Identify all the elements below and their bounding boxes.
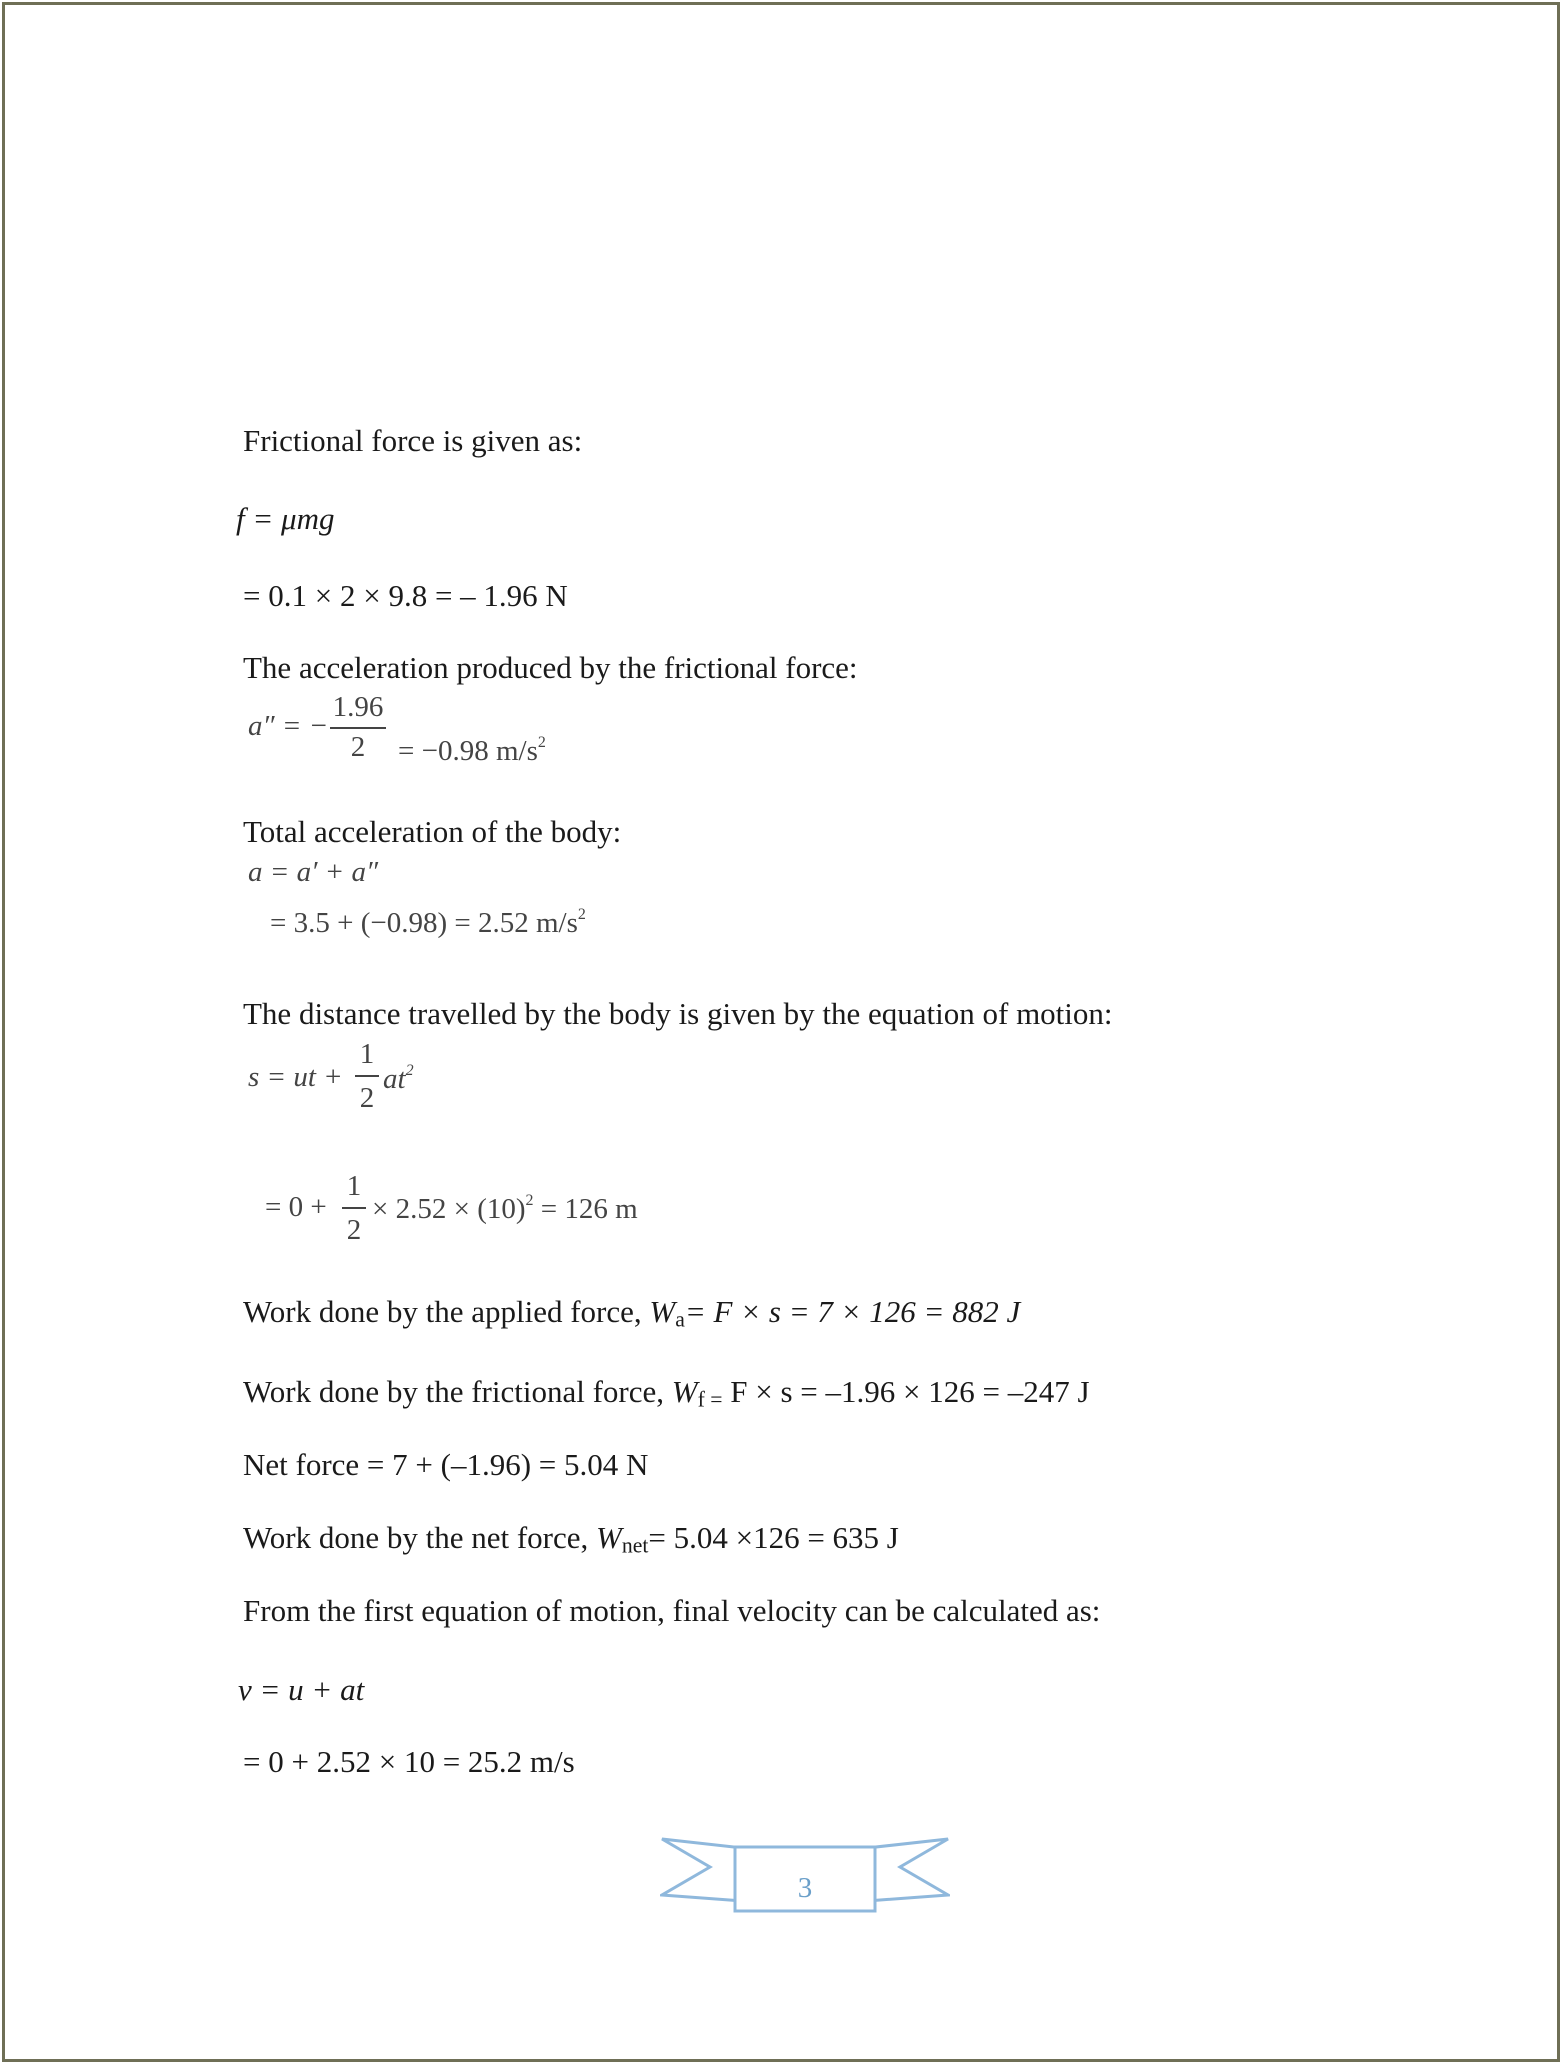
page-border (2, 2, 1560, 2062)
a-value-text: = 3.5 + (−0.98) = 2.52 m/s (270, 906, 578, 939)
work-friction-prefix: Work done by the frictional force, (243, 1374, 672, 1409)
s2-tail: = 126 m (533, 1192, 638, 1225)
a2-result-text: = −0.98 m/s (398, 734, 538, 767)
s-rhs-text: at (383, 1062, 406, 1095)
a2-lhs: a″ = − (248, 710, 329, 742)
work-friction-sub: f = (697, 1387, 723, 1412)
s-fraction-bar (355, 1075, 379, 1077)
s2-fraction-bar (342, 1207, 366, 1209)
a2-result: = −0.98 $m/s^2$ (398, 734, 546, 767)
total-accel-intro: Total acceleration of the body: (243, 814, 622, 849)
work-friction-rest: F × s = –1.96 × 126 = –247 J (722, 1374, 1090, 1409)
work-net-symbol: W (596, 1520, 622, 1555)
a-value: = 3.5 + (−0.98) = 2.52 $m/s^2$ (270, 906, 586, 939)
work-applied-symbol: W (649, 1294, 676, 1329)
velocity-intro: From the first equation of motion, final velocity can be calculated as: (243, 1593, 1101, 1628)
work-applied-prefix: Work done by the applied force, (243, 1294, 650, 1329)
a-formula: a = a′ + a″ (248, 856, 379, 888)
s2-lhs: = 0 + (265, 1191, 327, 1223)
s2-rhs: × $2.52 \times (10)^2 = 126$ m (372, 1192, 638, 1225)
work-friction-symbol: W (671, 1374, 698, 1409)
s-denominator: 2 (359, 1082, 375, 1114)
friction-value: = 0.1 × 2 × 9.8 = – 1.96 N (243, 578, 568, 613)
work-net (243, 1522, 899, 1557)
a2-fraction (330, 693, 386, 763)
s-lhs: s = ut + (248, 1061, 343, 1093)
work-applied-rest: = F × s = 7 × 126 = 882 J (684, 1294, 1021, 1329)
a2-numerator: 1.96 (332, 691, 384, 723)
work-friction (243, 1376, 1090, 1411)
page-number: 3 (797, 1872, 813, 1904)
v-value: = 0 + 2.52 × 10 = 25.2 m/s (243, 1744, 575, 1779)
work-applied (243, 1296, 1020, 1331)
work-net-prefix: Work done by the net force, (243, 1520, 597, 1555)
friction-formula: f = μmg (236, 501, 335, 536)
work-net-rest: = 5.04 ×126 = 635 J (648, 1520, 899, 1555)
s2-fraction (342, 1172, 366, 1246)
net-force: Net force = 7 + (–1.96) = 5.04 N (243, 1447, 649, 1482)
a2-denominator: 2 (350, 731, 366, 763)
friction-intro: Frictional force is given as: (243, 423, 583, 458)
s-rhs: $at^2$ (383, 1062, 414, 1095)
work-net-sub: net (621, 1533, 649, 1558)
v-formula: v = u + at (238, 1672, 365, 1707)
a2-fraction-bar (330, 727, 386, 729)
s2-denominator: 2 (346, 1214, 362, 1246)
accel-friction-intro: The acceleration produced by the frictional force: (243, 650, 858, 685)
s-numerator: 1 (359, 1038, 375, 1070)
distance-intro: The distance travelled by the body is given by the equation of motion: (243, 996, 1113, 1031)
s-fraction (355, 1040, 379, 1114)
work-applied-sub: a (675, 1307, 685, 1332)
s2-numerator: 1 (346, 1170, 362, 1202)
s2-rhs-text: × 2.52 × (10) (372, 1192, 526, 1225)
